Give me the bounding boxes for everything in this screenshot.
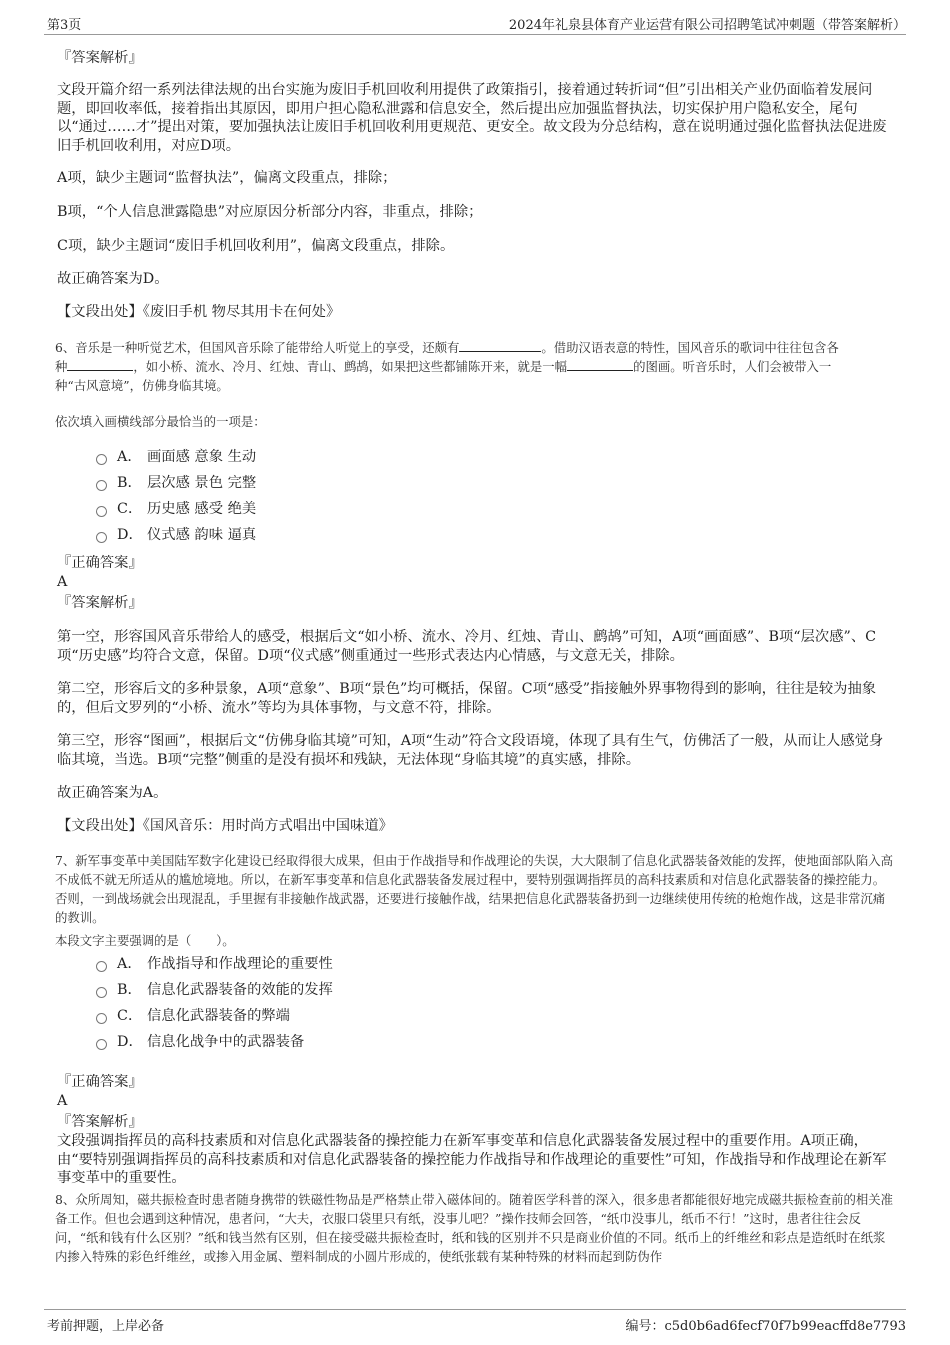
q6-analysis-paragraph-2: 第二空，形容后文的多种景象，A项“意象”、B项“景色”均可概括，保留。C项“感受”指接触外界事物得到的影响，往往是较为抽象的，但后文罗列的“小桥、流水”等均为具体事物，与文意不符，排除。: [57, 681, 877, 716]
q6-analysis-paragraph-3: 第三空，形容“图画”，根据后文“仿佛身临其境”可知，A项“生动”符合文段语境，体现了具有生气，仿佛活了一般，从而让人感觉身临其境，当选。B项“完整”侧重的是没有损坏和残缺，无法体现“身临其境”的真实感，排除。: [57, 733, 884, 768]
q7-option-d[interactable]: D． 信息化战争中的武器装备: [96, 1033, 304, 1051]
q7-analysis-label: 『答案解析』: [57, 1114, 143, 1130]
q5-analysis-option-a: A项，缺少主题词“监督执法”，偏离文段重点，排除；: [57, 170, 397, 186]
q7-option-b[interactable]: B． 信息化武器装备的效能的发挥: [96, 981, 333, 999]
q7-prompt: 本段文字主要强调的是（ ）。: [55, 933, 235, 948]
radio-icon[interactable]: [96, 1013, 107, 1024]
q5-source: 【文段出处】《废旧手机 物尽其用卡在何处》: [57, 304, 341, 320]
q5-analysis-option-c: C项，缺少主题词“废旧手机回收利用”，偏离文段重点，排除。: [57, 238, 455, 254]
q8-stem: 8、众所周知，磁共振检查时患者随身携带的铁磁性物品是严格禁止带入磁体间的。随着医学科普的深入，很多患者都能很好地完成磁共振检查前的相关准备工作。但也会遇到这种情况，患者问，“大夫，衣服口袋里只有纸，没事儿吧？”操作技师会回答，“纸巾没事儿，纸币不行！”这时，患者往往会反问，“纸和钱有什么区别？”纸和钱当然有区别，但在接受磁共振检查时，纸和钱的区别并不只是商业价值的不同。纸币上的纤维丝和彩点是造纸时在纸浆内掺入特殊的彩色纤维丝，或掺入用金属、塑料制成的小圆片形成的，使纸张载有某种特殊的材料而起到防伪作: [55, 1192, 894, 1264]
q5-analysis-paragraph: 文段开篇介绍一系列法律法规的出台实施为废旧手机回收利用提供了政策指引，接着通过转折词“但”引出相关产业仍面临着发展问题，即回收率低，接着指出其原因，即用户担心隐私泄露和信息安全，然后提出应加强监督执法，切实保护用户隐私安全，尾句以“通过……才”提出对策，要加强执法让废旧手机回收利用更规范、更安全。故文段为分总结构，意在说明通过强化监督执法促进废旧手机回收利用，对应D项。: [57, 82, 887, 154]
q6-source: 【文段出处】《国风音乐：用时尚方式唱出中国味道》: [57, 818, 393, 834]
q6-conclusion: 故正确答案为A。: [57, 785, 168, 801]
fill-blank-3: [567, 358, 633, 371]
radio-icon[interactable]: [96, 506, 107, 517]
q7-stem: 7、新军事变革中美国陆军数字化建设已经取得很大成果，但由于作战指导和作战理论的失误，大大限制了信息化武器装备效能的发挥，使地面部队陷入高不成低不就无所适从的尴尬境地。所以，在新军事变革和信息化武器装备发展过程中，要特别强调指挥员的高科技素质和对信息化武器装备的操控能力。否则，一到战场就会出现混乱，手里握有非接触作战武器，还要进行接触作战，结果把信息化武器装备扔到一边继续使用传统的枪炮作战，这是非常沉痛的教训。: [55, 853, 894, 925]
fill-blank-1: [459, 339, 541, 352]
q6-analysis-paragraph-1: 第一空，形容国风音乐带给人的感受，根据后文“如小桥、流水、冷月、红烛、青山、鹧鸪”可知，A项“画面感”、B项“层次感”、C项“历史感”均符合文意，保留。D项“仪式感”侧重通过一些形式表达内心情感，与文意无关，排除。: [57, 629, 877, 664]
q6-answer-label: 『正确答案』: [57, 555, 143, 571]
fill-blank-2: [67, 358, 133, 371]
q7-analysis-paragraph: 文段强调指挥员的高科技素质和对信息化武器装备的操控能力在新军事变革和信息化武器装备发展过程中的重要作用。A项正确，由“要特别强调指挥员的高科技素质和对信息化武器装备的操控能力作战指导和作战理论的重要性”可知，作战指导和作战理论在新军事变革中的重要性。: [57, 1133, 887, 1186]
q6-option-d[interactable]: D． 仪式感 韵味 逼真: [96, 526, 256, 544]
radio-icon[interactable]: [96, 1039, 107, 1050]
radio-icon[interactable]: [96, 987, 107, 998]
q7-answer-label: 『正确答案』: [57, 1074, 143, 1090]
q6-answer: A: [57, 574, 68, 590]
radio-icon[interactable]: [96, 480, 107, 491]
q6-option-c[interactable]: C． 历史感 感受 绝美: [96, 500, 256, 518]
q5-analysis-label: 『答案解析』: [57, 50, 143, 66]
radio-icon[interactable]: [96, 532, 107, 543]
q6-option-a[interactable]: A． 画面感 意象 生动: [96, 448, 256, 466]
q6-stem: 6、音乐是一种听觉艺术，但国风音乐除了能带给人听觉上的享受，还颇有 。借助汉语表意的特性，国风音乐的歌词中往往包含各 种 ，如小桥、流水、冷月、红烛、青山、鹧鸪，如果把这些都铺陈开来，就是一幅 的图画。听音乐时，人们会被带入一 种“古风意境”，仿佛身临其境。: [55, 340, 839, 393]
q6-analysis-label: 『答案解析』: [57, 595, 143, 611]
q5-analysis-option-b: B项，“个人信息泄露隐患”对应原因分析部分内容，非重点，排除；: [57, 204, 483, 220]
q7-option-c[interactable]: C． 信息化武器装备的弊端: [96, 1007, 290, 1025]
q6-option-b[interactable]: B． 层次感 景色 完整: [96, 474, 256, 492]
q7-answer: A: [57, 1093, 68, 1109]
document-code: 编号：c5d0b6ad6fecf70f7b99eacffd8e7793: [625, 1319, 906, 1334]
footer-divider: [44, 1309, 906, 1310]
q6-prompt: 依次填入画横线部分最恰当的一项是：: [55, 414, 266, 429]
q5-conclusion: 故正确答案为D。: [57, 271, 169, 287]
radio-icon[interactable]: [96, 454, 107, 465]
q7-option-a[interactable]: A． 作战指导和作战理论的重要性: [96, 955, 333, 973]
radio-icon[interactable]: [96, 961, 107, 972]
document-title: 2024年礼泉县体育产业运营有限公司招聘笔试冲刺题（带答案解析）: [508, 18, 906, 33]
header-divider: [44, 34, 906, 35]
page-number: 第3页: [47, 18, 82, 33]
footer-slogan: 考前押题，上岸必备: [47, 1319, 165, 1334]
